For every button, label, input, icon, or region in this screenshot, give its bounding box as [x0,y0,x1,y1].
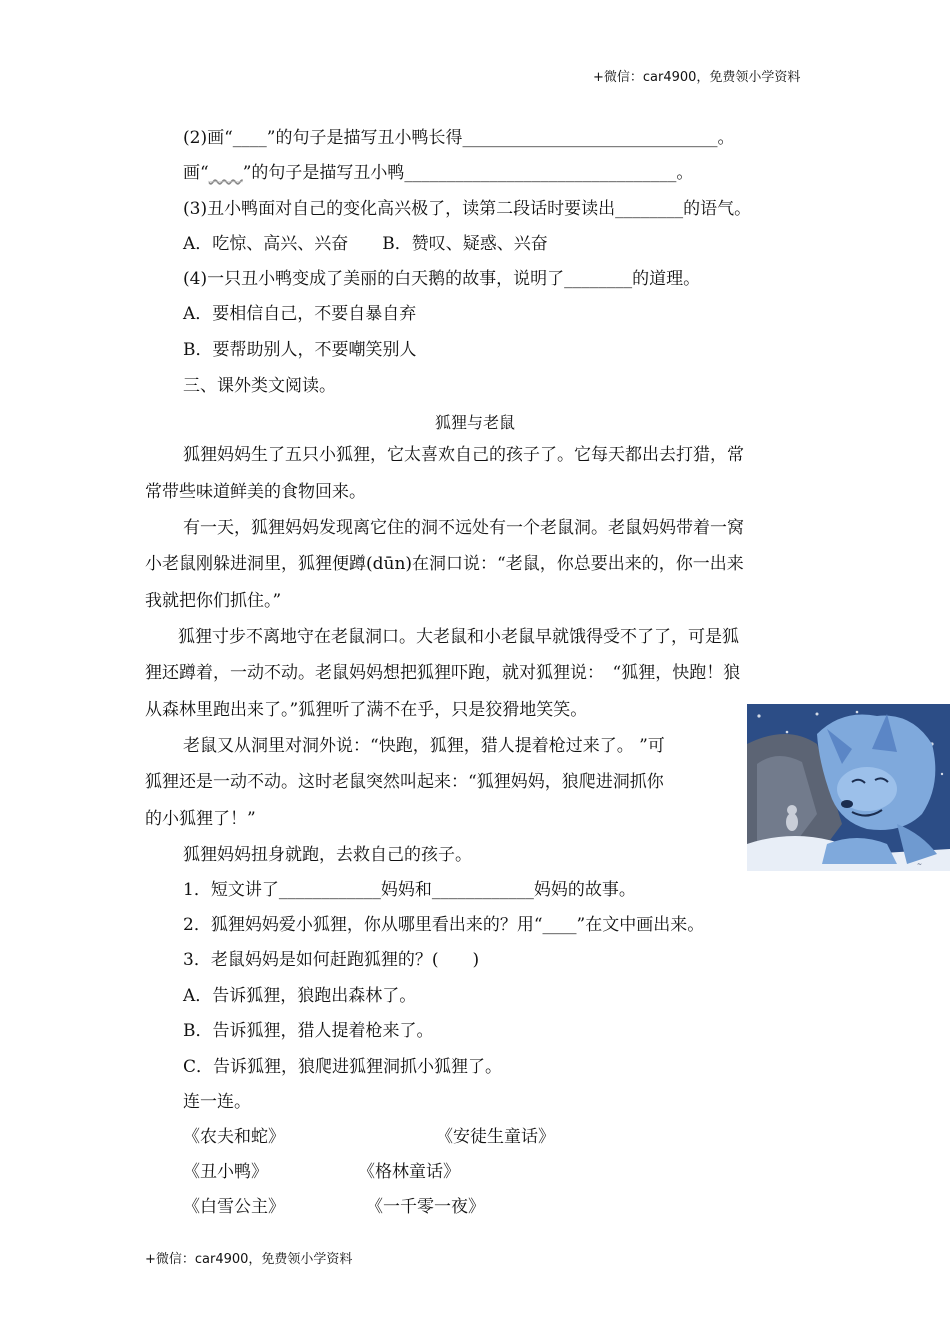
wavy-blank: ____ [208,163,243,183]
question-4-option-a: A．要相信自己，不要自暴自弃 [183,304,417,324]
paragraph-1-line-1: 狐狸妈妈生了五只小狐狸，它太喜欢自己的孩子了。它每天都出去打猎，常 [183,445,744,465]
question-3-options: A．吃惊、高兴、兴奋 B．赞叹、疑惑、兴奋 [183,234,548,254]
paragraph-4-line-2: 狐狸还是一动不动。这时老鼠突然叫起来：“狐狸妈妈，狼爬进洞抓你 [145,772,664,792]
artist-signature: ~ [917,861,923,868]
exercise-3-option-b: B．告诉狐狸，猎人提着枪来了。 [183,1021,434,1041]
paragraph-2-line-2: 小老鼠刚躲进洞里，狐狸便蹲(dūn)在洞口说：“老鼠，你总要出来的，你一出来 [145,554,744,574]
section-heading: 三、课外类文阅读。 [183,376,336,396]
paragraph-4-line-1: 老鼠又从洞里对洞外说：“快跑，狐狸，猎人提着枪过来了。 ”可 [183,736,665,756]
match-right-item: 《格林童话》 [358,1162,460,1182]
match-right-item: 《安徒生童话》 [436,1127,555,1147]
question-4: (4)一只丑小鸭变成了美丽的白天鹅的故事，说明了________的道理。 [183,269,701,289]
question-4-option-b: B．要帮助别人，不要嘲笑别人 [183,340,417,360]
exercise-1: 1．短文讲了____________妈妈和____________妈妈的故事。 [183,880,636,900]
exercise-3: 3．老鼠妈妈是如何赶跑狐狸的？( ) [183,950,480,970]
paragraph-4-line-3: 的小狐狸了！” [145,809,256,829]
matching-heading: 连一连。 [183,1092,251,1112]
page-footer: +微信：car4900，免费领小学资料 [145,1252,353,1267]
exercise-3-option-c: C．告诉狐狸，狼爬进狐狸洞抓小狐狸了。 [183,1057,503,1077]
match-left-item: 《丑小鸭》 [183,1162,268,1182]
question-2-line-1: (2)画“____”的句子是描写丑小鸭长得______________________________。 [183,128,735,148]
match-left-item: 《白雪公主》 [183,1197,285,1217]
story-title: 狐狸与老鼠 [434,413,515,432]
paragraph-2-line-3: 我就把你们抓住。” [145,591,282,611]
question-3: (3)丑小鸭面对自己的变化高兴极了，读第二段话时要读出________的语气。 [183,199,752,219]
paragraph-1-line-2: 常带些味道鲜美的食物回来。 [145,482,366,502]
page-header: +微信：car4900，免费领小学资料 [593,70,801,85]
match-left-item: 《农夫和蛇》 [183,1127,285,1147]
question-2-line-2: 画“____”的句子是描写丑小鸭________________________________。 [183,163,694,183]
paragraph-2-line-1: 有一天，狐狸妈妈发现离它住的洞不远处有一个老鼠洞。老鼠妈妈带着一窝 [183,518,744,538]
paragraph-3-line-2: 狸还蹲着，一动不动。老鼠妈妈想把狐狸吓跑，就对狐狸说： “狐狸，快跑！狼 [145,663,741,683]
exercise-2: 2．狐狸妈妈爱小狐狸，你从哪里看出来的？用“____”在文中画出来。 [183,915,705,935]
fox-mouse-illustration [747,704,950,871]
paragraph-3-line-1: 狐狸寸步不离地守在老鼠洞口。大老鼠和小老鼠早就饿得受不了了，可是狐 [178,627,739,647]
paragraph-5: 狐狸妈妈扭身就跑，去救自己的孩子。 [183,845,472,865]
match-right-item: 《一千零一夜》 [366,1197,485,1217]
paragraph-3-line-3: 从森林里跑出来了。”狐狸听了满不在乎，只是狡猾地笑笑。 [145,700,588,720]
exercise-3-option-a: A．告诉狐狸，狼跑出森林了。 [183,986,417,1006]
